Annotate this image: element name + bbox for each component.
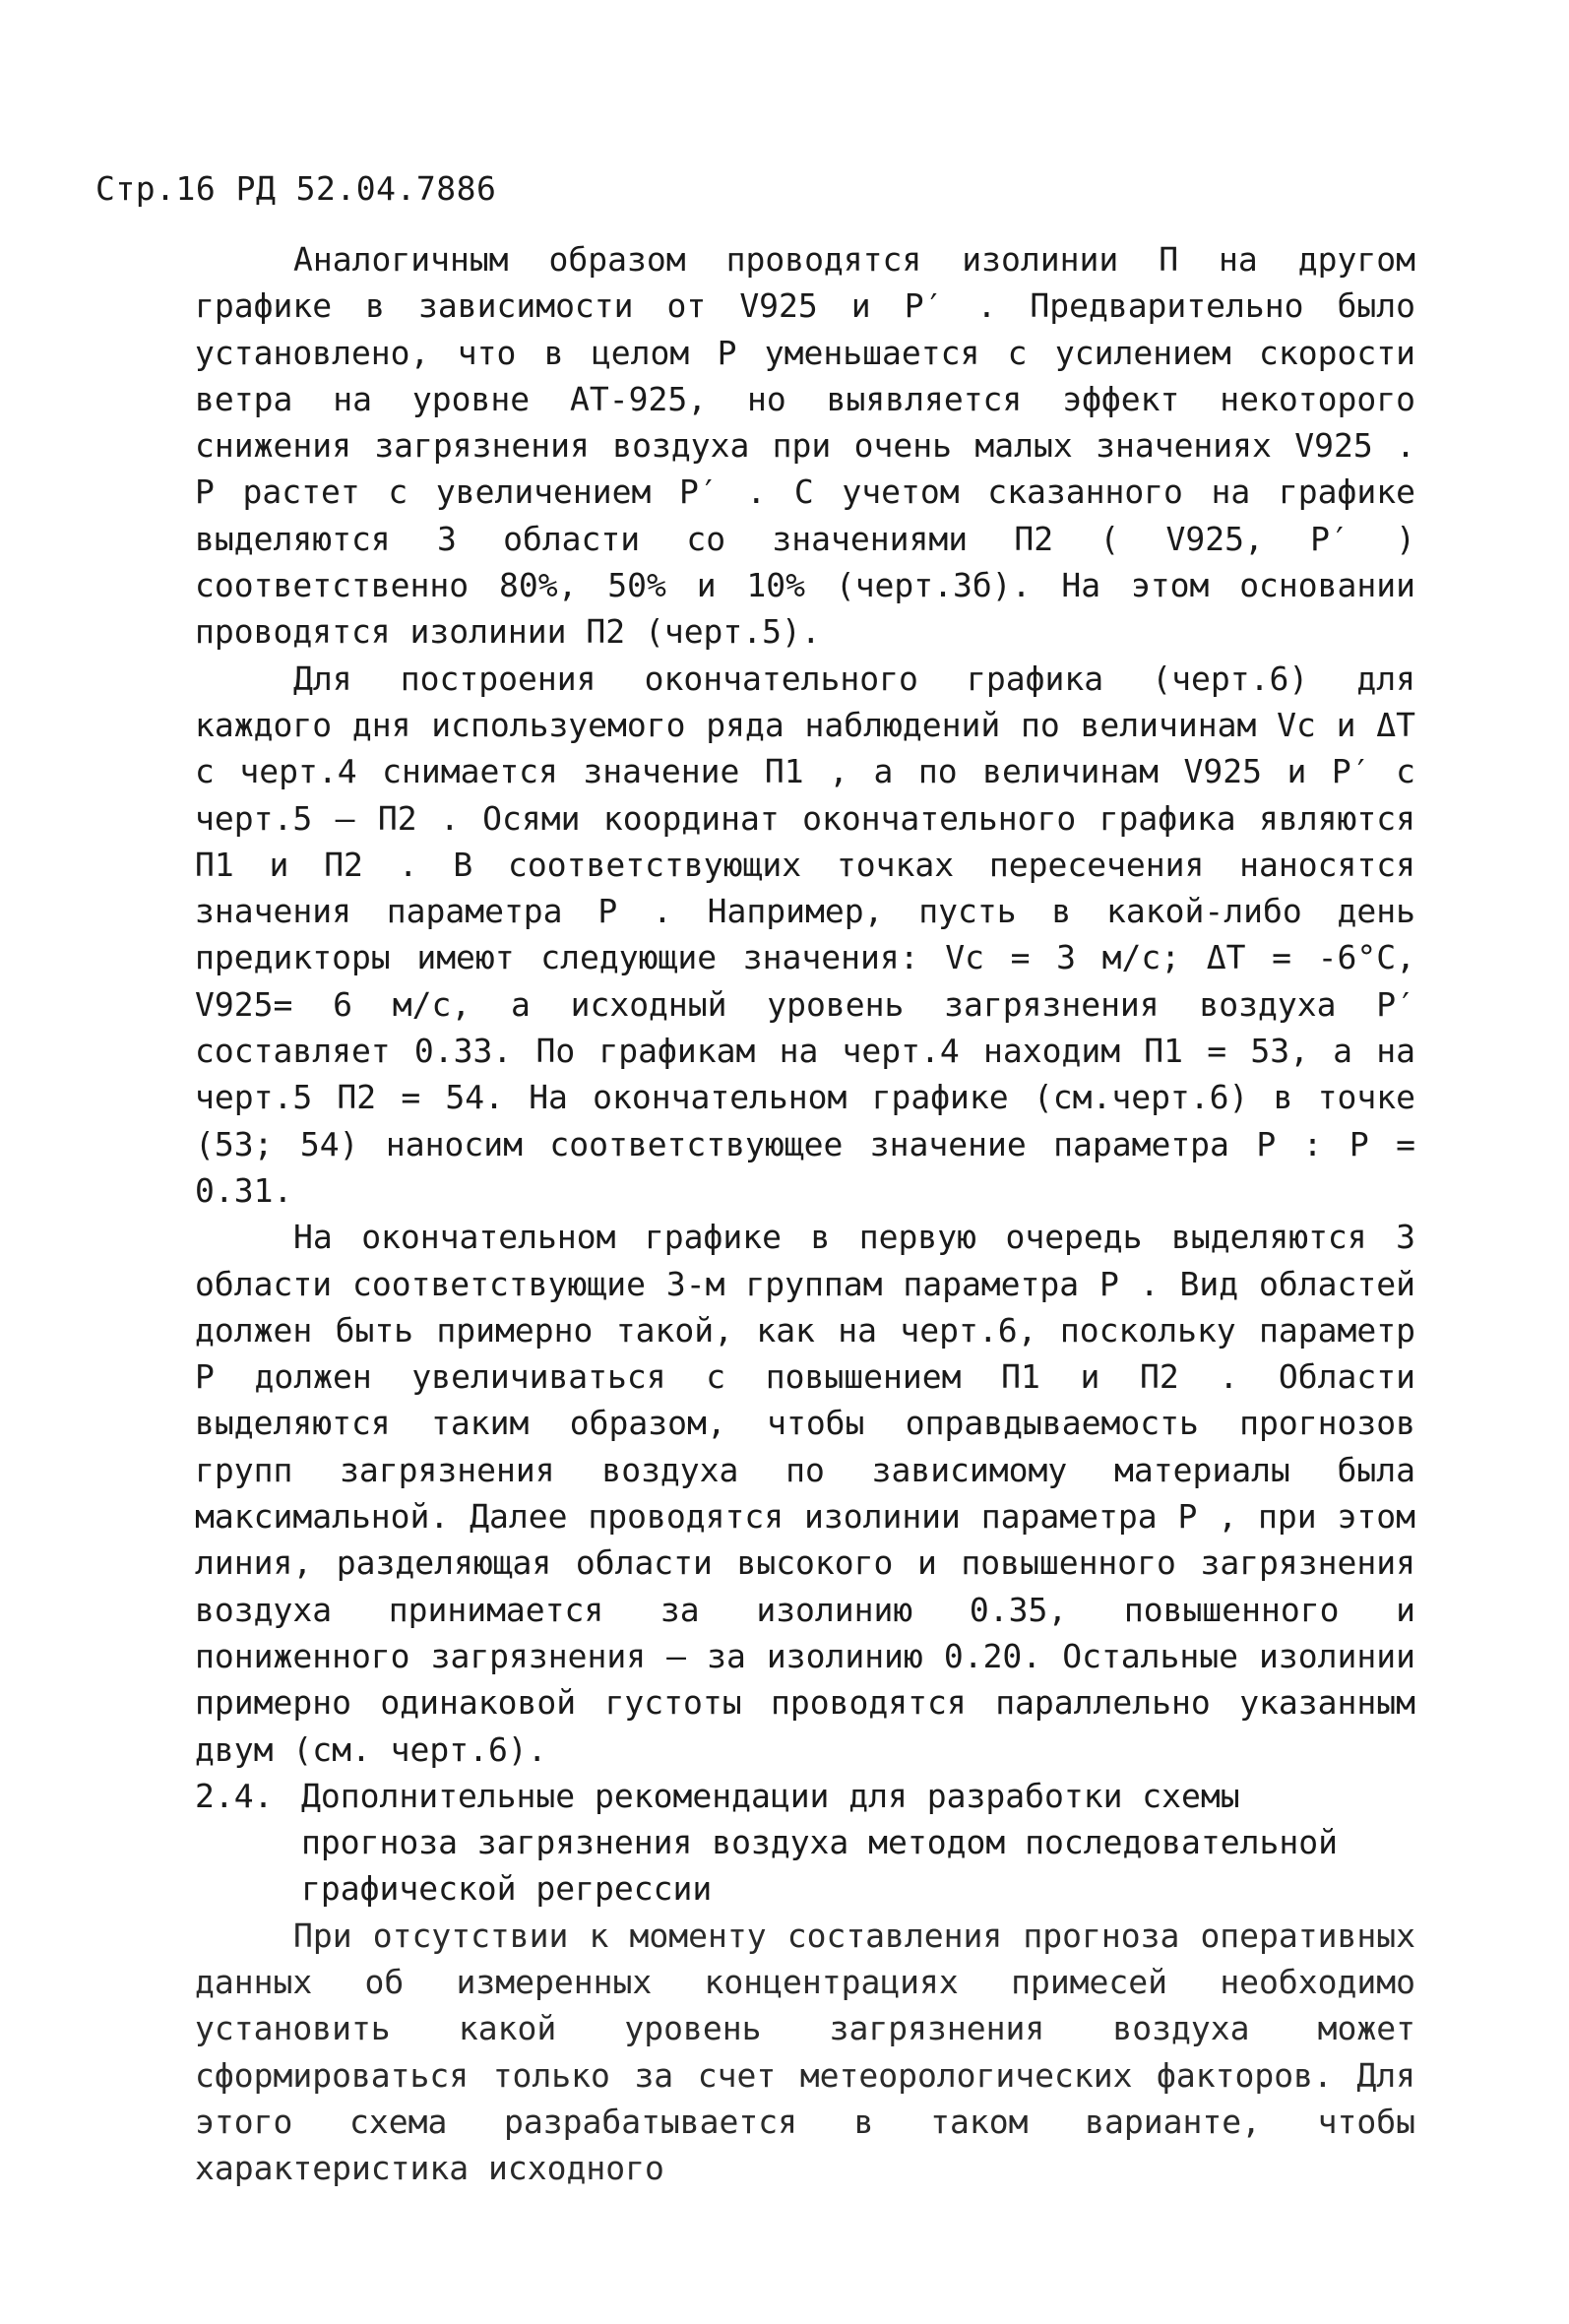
paragraph-final-graph-construction: Для построения окончательного графика (черт.6) для каждого дня используемого ряда наблюдений по величинам Vс и ΔT с черт.4 снимается значение П1 , а по величинам V925 и P′ с черт.5 – П2 . Осями координат окончательного графика являются П1 и П2 . В соответствующих точках пересечения наносятся значения параметра P . Например, пусть в какой-либо день предикторы имеют следующие значения: Vс = 3 м/с; ΔT = -6°С, V925= 6 м/с, а исходный уровень загрязнения воздуха P′ составляет 0.33. По графикам на черт.4 находим П1 = 53, а на черт.5 П2 = 54. На окончательном графике (см.черт.6) в точке (53; 54) наносим соответствующее значение параметра P : P = 0.31.	[195, 659, 1415, 1210]
paragraph-final-graph-areas: На окончательном графике в первую очередь выделяются 3 области соответствующие 3-м группам параметра P . Вид областей должен быть примерно такой, как на черт.6, поскольку параметр P должен увеличиваться с повышением П1 и П2 . Области выделяются таким образом, чтобы оправдываемость прогнозов групп загрязнения воздуха по зависимому материалы была максимальной. Далее проводятся изолинии параметра P , при этом линия, разделяющая области высокого и повышенного загрязнения воздуха принимается за изолинию 0.35, повышенного и пониженного загрязнения – за изолинию 0.20. Остальные изолинии примерно одинаковой густоты проводятся параллельно указанным двум (см. черт.6).	[195, 1218, 1415, 1769]
paragraph-no-operative-data: При отсутствии к моменту составления прогноза оперативных данных об измеренных концентрациях примесей необходимо установить какой уровень загрязнения воздуха может сформироваться только за счет метеорологических факторов. Для этого схема разрабатывается в таком варианте, чтобы характеристика исходного	[195, 1916, 1415, 2188]
page-header: Стр.16 РД 52.04.7886	[95, 169, 497, 208]
document-body	[195, 236, 1415, 2191]
section-title: Дополнительные рекомендации для разработки схемы прогноза загрязнения воздуха методом последовательной графической регрессии	[301, 1776, 1338, 1909]
paragraph-isolines-p2: Аналогичным образом проводятся изолинии П на другом графике в зависимости от V925 и P′ . Предварительно было установлено, что в целом P уменьшается с усилением скорости ветра на уровне АТ-925, но выявляется эффект некоторого снижения загрязнения воздуха при очень малых значениях V925 . P растет с увеличением P′ . С учетом сказанного на графике выделяются 3 области со значениями П2 ( V925, P′ ) соответственно 80%, 50% и 10% (черт.3б). На этом основании проводятся изолинии П2 (черт.5).	[195, 240, 1415, 652]
section-number: 2.4.	[195, 1776, 274, 1815]
section-heading	[195, 1773, 1415, 1913]
